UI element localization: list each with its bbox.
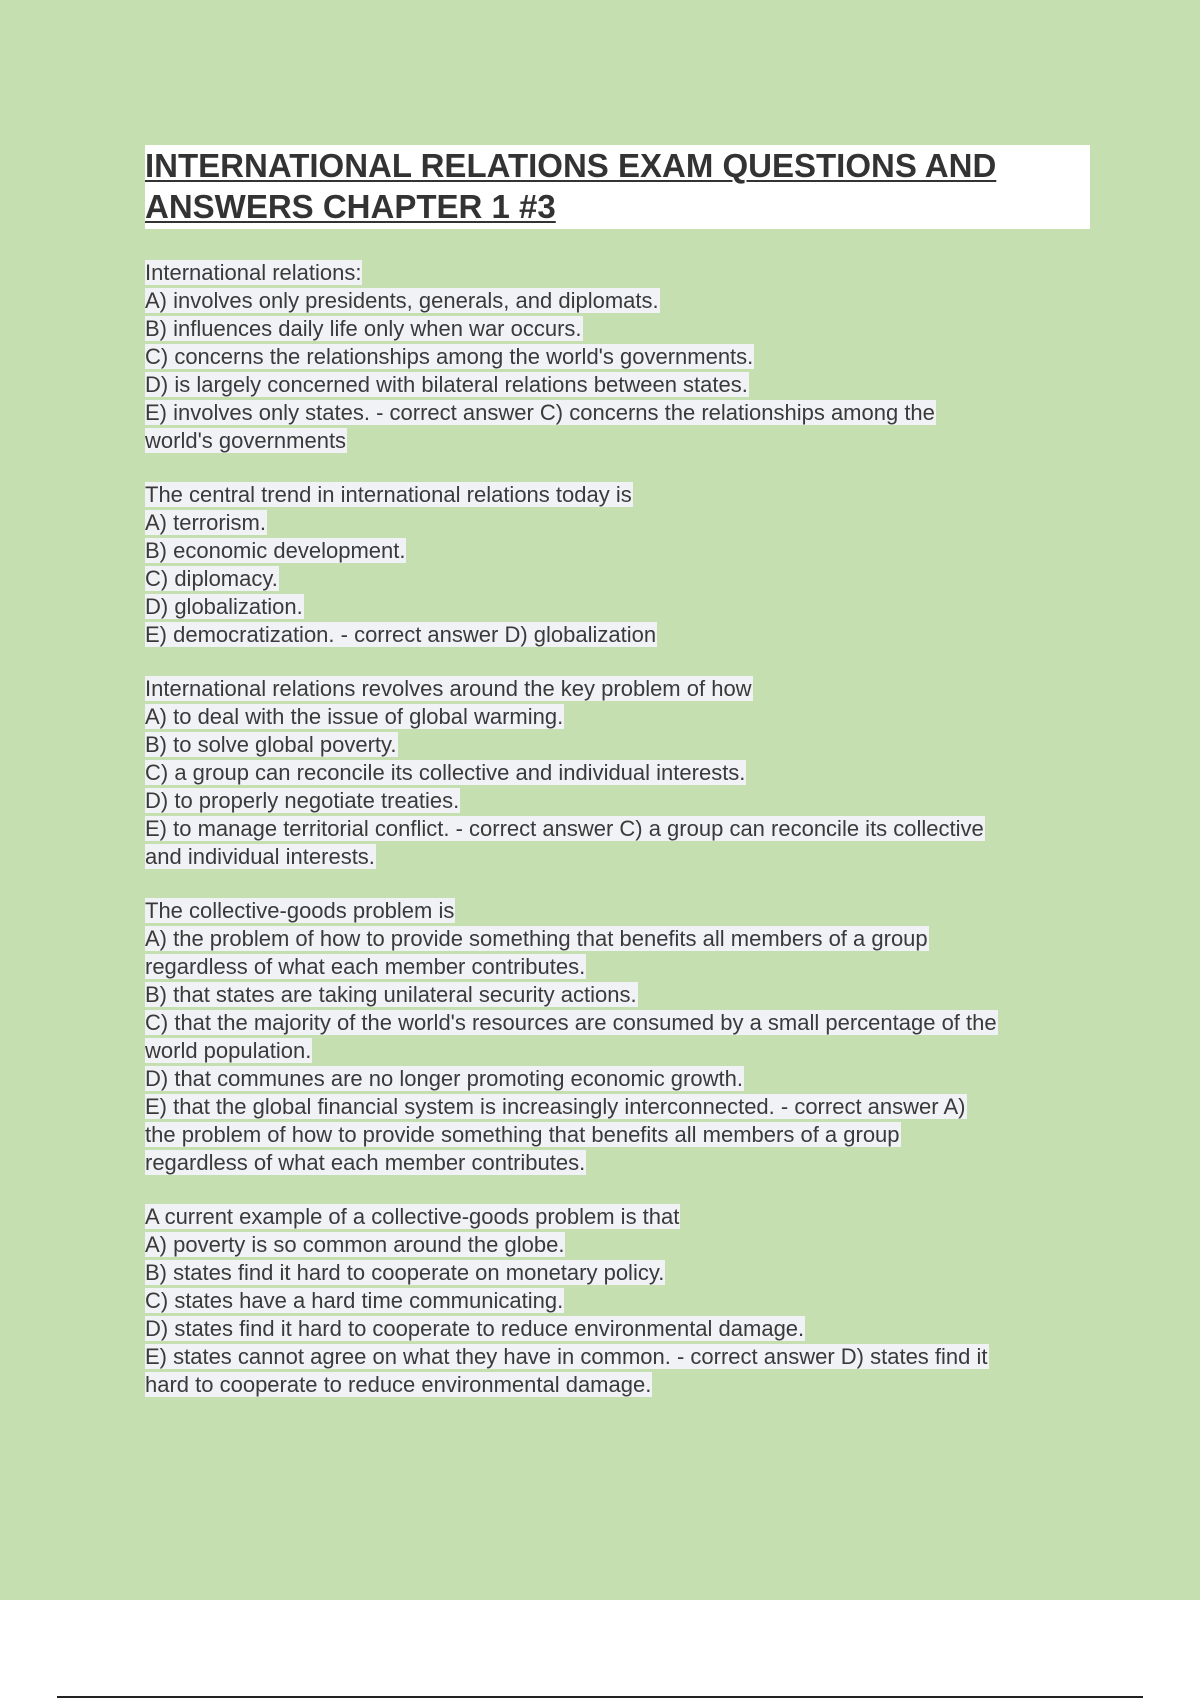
line-text: E) that the global financial system is increasingly interconnected. - correct answer A) bbox=[145, 1094, 966, 1119]
answer-line bbox=[145, 593, 1090, 621]
line-text: B) states find it hard to cooperate on monetary policy. bbox=[145, 1260, 665, 1285]
question-stem bbox=[145, 259, 1090, 287]
line-text: D) to properly negotiate treaties. bbox=[145, 788, 460, 813]
line-text: B) influences daily life only when war occurs. bbox=[145, 316, 582, 341]
line-text: and individual interests. bbox=[145, 844, 375, 869]
line-text: E) involves only states. - correct answer C) concerns the relationships among the bbox=[145, 400, 935, 425]
answer-line bbox=[145, 621, 1090, 649]
line-text: E) democratization. - correct answer D) globalization bbox=[145, 622, 657, 647]
answer-line bbox=[145, 509, 1090, 537]
line-text: C) a group can reconcile its collective and individual interests. bbox=[145, 760, 746, 785]
question-stem bbox=[145, 481, 1090, 509]
line-text: B) economic development. bbox=[145, 538, 406, 563]
question-block bbox=[145, 675, 1090, 871]
answer-line bbox=[145, 1315, 1090, 1343]
answer-line bbox=[145, 343, 1090, 371]
line-text: D) globalization. bbox=[145, 594, 303, 619]
line-text: International relations: bbox=[145, 260, 362, 285]
line-text: The central trend in international relations today is bbox=[145, 482, 632, 507]
answer-line bbox=[145, 1343, 1090, 1371]
answer-line bbox=[145, 787, 1090, 815]
answer-line bbox=[145, 1009, 1090, 1037]
answer-line bbox=[145, 565, 1090, 593]
line-text: the problem of how to provide something that benefits all members of a group bbox=[145, 1122, 900, 1147]
line-text: C) that the majority of the world's resources are consumed by a small percentage of the bbox=[145, 1010, 997, 1035]
title-line: INTERNATIONAL RELATIONS EXAM QUESTIONS AND bbox=[145, 147, 997, 184]
line-text: E) states cannot agree on what they have in common. - correct answer D) states find it bbox=[145, 1344, 988, 1369]
line-text: D) states find it hard to cooperate to reduce environmental damage. bbox=[145, 1316, 805, 1341]
line-text: E) to manage territorial conflict. - correct answer C) a group can reconcile its collective bbox=[145, 816, 984, 841]
line-text: The collective-goods problem is bbox=[145, 898, 455, 923]
question-stem bbox=[145, 675, 1090, 703]
answer-line bbox=[145, 759, 1090, 787]
line-text: A) poverty is so common around the globe. bbox=[145, 1232, 565, 1257]
answer-line bbox=[145, 427, 1090, 455]
line-text: A) to deal with the issue of global warming. bbox=[145, 704, 564, 729]
line-text: C) concerns the relationships among the world's governments. bbox=[145, 344, 754, 369]
answer-line bbox=[145, 843, 1090, 871]
answer-line bbox=[145, 399, 1090, 427]
answer-line bbox=[145, 1065, 1090, 1093]
title-line: ANSWERS CHAPTER 1 #3 bbox=[145, 188, 556, 225]
document-content bbox=[145, 145, 1090, 1425]
answer-line bbox=[145, 537, 1090, 565]
line-text: C) states have a hard time communicating. bbox=[145, 1288, 564, 1313]
answer-line bbox=[145, 315, 1090, 343]
line-text: hard to cooperate to reduce environmental damage. bbox=[145, 1372, 652, 1397]
answer-line bbox=[145, 1149, 1090, 1177]
answer-line bbox=[145, 981, 1090, 1009]
footer-divider bbox=[57, 1696, 1143, 1698]
question-block bbox=[145, 259, 1090, 455]
line-text: B) that states are taking unilateral security actions. bbox=[145, 982, 637, 1007]
answer-line bbox=[145, 1093, 1090, 1121]
answer-line bbox=[145, 287, 1090, 315]
question-stem bbox=[145, 1203, 1090, 1231]
answer-line bbox=[145, 1037, 1090, 1065]
answer-line bbox=[145, 815, 1090, 843]
question-block bbox=[145, 481, 1090, 649]
line-text: A) the problem of how to provide something that benefits all members of a group bbox=[145, 926, 928, 951]
question-block bbox=[145, 1203, 1090, 1399]
answer-line bbox=[145, 731, 1090, 759]
line-text: D) that communes are no longer promoting economic growth. bbox=[145, 1066, 743, 1091]
line-text: D) is largely concerned with bilateral relations between states. bbox=[145, 372, 748, 397]
answer-line bbox=[145, 1371, 1090, 1399]
answer-line bbox=[145, 925, 1090, 953]
document-title bbox=[145, 145, 1090, 229]
line-text: A current example of a collective-goods problem is that bbox=[145, 1204, 680, 1229]
line-text: International relations revolves around the key problem of how bbox=[145, 676, 752, 701]
line-text: regardless of what each member contributes. bbox=[145, 1150, 586, 1175]
answer-line bbox=[145, 703, 1090, 731]
question-list bbox=[145, 259, 1090, 1399]
line-text: A) involves only presidents, generals, and diplomats. bbox=[145, 288, 659, 313]
line-text: world population. bbox=[145, 1038, 312, 1063]
answer-line bbox=[145, 1121, 1090, 1149]
line-text: regardless of what each member contributes. bbox=[145, 954, 586, 979]
answer-line bbox=[145, 1231, 1090, 1259]
answer-line bbox=[145, 953, 1090, 981]
answer-line bbox=[145, 1259, 1090, 1287]
line-text: A) terrorism. bbox=[145, 510, 266, 535]
question-stem bbox=[145, 897, 1090, 925]
line-text: world's governments bbox=[145, 428, 347, 453]
answer-line bbox=[145, 371, 1090, 399]
line-text: C) diplomacy. bbox=[145, 566, 278, 591]
answer-line bbox=[145, 1287, 1090, 1315]
line-text: B) to solve global poverty. bbox=[145, 732, 397, 757]
question-block bbox=[145, 897, 1090, 1177]
